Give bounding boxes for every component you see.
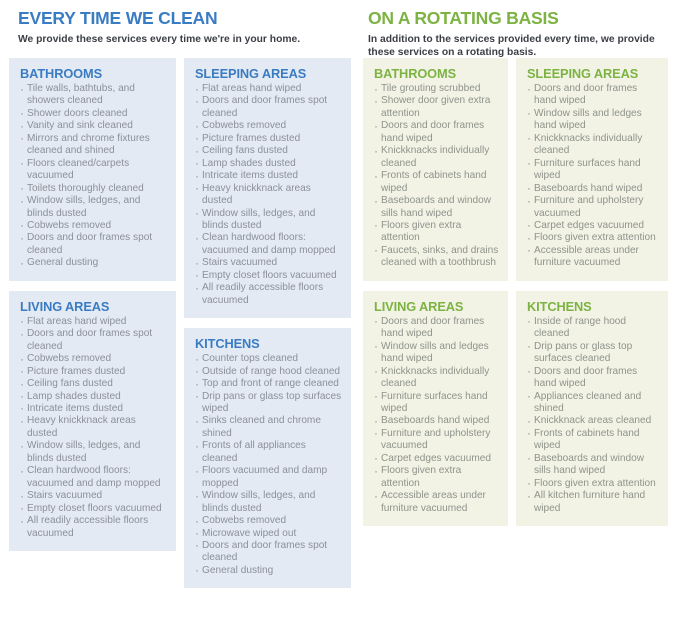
rotating-columns (358, 58, 673, 536)
rotating-title: ON A ROTATING BASIS (368, 8, 559, 28)
every-time-subtitle: We provide these services every time we're in your home. (18, 33, 301, 45)
list-item: · Appliances cleaned and shined (527, 391, 659, 416)
list-item: · Window sills and ledges hand wiped (527, 108, 659, 133)
list-item: · Baseboards hand wiped (527, 183, 659, 195)
list-item: · Toilets thoroughly cleaned (20, 183, 167, 195)
list-item: · Intricate items dusted (20, 403, 167, 415)
list-item: · All readily accessible floors vacuumed (20, 515, 167, 540)
list-item: · Microwave wiped out (195, 528, 342, 540)
list-item: · Cobwebs removed (20, 220, 167, 232)
list-item: · Knickknacks individually cleaned (527, 133, 659, 158)
list-item: · Carpet edges vacuumed (527, 220, 659, 232)
list-item: · Floors cleaned/carpets vacuumed (20, 158, 167, 183)
list-item: · Lamp shades dusted (195, 158, 342, 170)
panel-title: BATHROOMS (374, 66, 457, 81)
list-item: · Clean hardwood floors: vacuumed and damp mopped (20, 465, 167, 490)
list-item: · General dusting (20, 257, 167, 269)
list-item: · Picture frames dusted (195, 133, 342, 145)
list-item: · Doors and door frames hand wiped (527, 366, 659, 391)
list-item: · Counter tops cleaned (195, 353, 342, 365)
section-on-a-rotating-basis (358, 0, 673, 618)
list-item: · Furniture surfaces hand wiped (374, 391, 499, 416)
every-time-column-right (184, 58, 351, 598)
list-item: · Top and front of range cleaned (195, 378, 342, 390)
rotating-subtitle: In addition to the services provided every time, we provide these services on a rotating basis. (368, 33, 655, 59)
panel-title: KITCHENS (195, 336, 260, 352)
list-item: · Empty closet floors vacuumed (195, 270, 342, 282)
panel-every-bathrooms (9, 58, 176, 281)
panel-title: SLEEPING AREAS (195, 66, 307, 81)
list-item: · Doors and door frames spot cleaned (195, 540, 342, 565)
list-item: · General dusting (195, 565, 342, 577)
list-item: · Floors given extra attention (527, 478, 659, 490)
list-item: · Knickknacks individually cleaned (374, 366, 499, 391)
list-item: · Stairs vacuumed (20, 490, 167, 502)
list-item: · Clean hardwood floors: vacuumed and damp mopped (195, 232, 342, 257)
list-item: · Heavy knickknack areas dusted (195, 183, 342, 208)
list-item: · Fronts of all appliances cleaned (195, 440, 342, 465)
list-item: · Doors and door frames hand wiped (374, 120, 499, 145)
panel-every-kitchens (184, 328, 351, 588)
list-item: · Floors vacuumed and damp mopped (195, 465, 342, 490)
list-item: · Window sills, ledges, and blinds dusted (195, 208, 342, 233)
list-item: · Baseboards hand wiped (374, 415, 499, 427)
list-item: · Doors and door frames hand wiped (527, 83, 659, 108)
panel-item-list (374, 316, 499, 515)
list-item: · Flat areas hand wiped (20, 316, 167, 328)
list-item: · Inside of range hood cleaned (527, 316, 659, 341)
list-item: · Stairs vacuumed (195, 257, 342, 269)
panel-item-list (527, 316, 659, 515)
list-item: · Drip pans or glass top surfaces cleaned (527, 341, 659, 366)
panel-rotating-living-areas (363, 291, 508, 526)
list-item: · Ceiling fans dusted (195, 145, 342, 157)
list-item: · Fronts of cabinets hand wiped (527, 428, 659, 453)
list-item: · Shower doors cleaned (20, 108, 167, 120)
list-item: · Floors given extra attention (527, 232, 659, 244)
panel-title: LIVING AREAS (374, 298, 464, 314)
panel-item-list (20, 83, 167, 270)
panel-every-sleeping-areas (184, 58, 351, 318)
list-item: · Window sills, ledges, and blinds dusted (195, 490, 342, 515)
list-item: · Outside of range hood cleaned (195, 366, 342, 378)
list-item: · Cobwebs removed (20, 353, 167, 365)
list-item: · Lamp shades dusted (20, 391, 167, 403)
list-item: · Accessible areas under furniture vacuumed (374, 490, 499, 515)
list-item: · Tile grouting scrubbed (374, 83, 499, 95)
panel-item-list (527, 83, 659, 270)
list-item: · Window sills, ledges, and blinds dusted (20, 440, 167, 465)
list-item: · Ceiling fans dusted (20, 378, 167, 390)
list-item: · Carpet edges vacuumed (374, 453, 499, 465)
list-item: · Knickknack areas cleaned (527, 415, 659, 427)
list-item: · Cobwebs removed (195, 120, 342, 132)
every-time-title: EVERY TIME WE CLEAN (18, 8, 218, 28)
list-item: · Heavy knickknack areas dusted (20, 415, 167, 440)
rotating-column-right (516, 58, 668, 536)
list-item: · Window sills and ledges hand wiped (374, 341, 499, 366)
every-time-header (0, 0, 358, 46)
every-time-column-left (9, 58, 176, 598)
list-item: · Picture frames dusted (20, 366, 167, 378)
panel-rotating-sleeping-areas (516, 58, 668, 281)
list-item: · Faucets, sinks, and drains cleaned with a toothbrush (374, 245, 499, 270)
list-item: · Vanity and sink cleaned (20, 120, 167, 132)
list-item: · Doors and door frames spot cleaned (20, 328, 167, 353)
panel-every-living-areas (9, 291, 176, 551)
list-item: · All kitchen furniture hand wiped (527, 490, 659, 515)
panel-title: SLEEPING AREAS (527, 66, 639, 81)
panel-title: LIVING AREAS (20, 298, 110, 314)
list-item: · Baseboards and window sills hand wiped (527, 453, 659, 478)
panel-item-list (195, 83, 342, 307)
list-item: · Baseboards and window sills hand wiped (374, 195, 499, 220)
list-item: · Mirrors and chrome fixtures cleaned and shined (20, 133, 167, 158)
panel-item-list (195, 353, 342, 577)
list-item: · Accessible areas under furniture vacuumed (527, 245, 659, 270)
every-time-columns (0, 58, 358, 598)
list-item: · Fronts of cabinets hand wiped (374, 170, 499, 195)
list-item: · Furniture surfaces hand wiped (527, 158, 659, 183)
list-item: · Intricate items dusted (195, 170, 342, 182)
panel-title: BATHROOMS (20, 66, 103, 81)
list-item: · Sinks cleaned and chrome shined (195, 415, 342, 440)
panel-rotating-bathrooms (363, 58, 508, 281)
list-item: · Cobwebs removed (195, 515, 342, 527)
list-item: · Empty closet floors vacuumed (20, 503, 167, 515)
panel-title: KITCHENS (527, 298, 592, 314)
list-item: · All readily accessible floors vacuumed (195, 282, 342, 307)
list-item: · Doors and door frames hand wiped (374, 316, 499, 341)
list-item: · Floors given extra attention (374, 465, 499, 490)
panel-item-list (374, 83, 499, 270)
list-item: · Doors and door frames spot cleaned (20, 232, 167, 257)
list-item: · Floors given extra attention (374, 220, 499, 245)
list-item: · Tile walls, bathtubs, and showers cleaned (20, 83, 167, 108)
panel-item-list (20, 316, 167, 540)
rotating-column-left (363, 58, 508, 536)
list-item: · Furniture and upholstery vacuumed (527, 195, 659, 220)
list-item: · Flat areas hand wiped (195, 83, 342, 95)
list-item: · Shower door given extra attention (374, 95, 499, 120)
list-item: · Doors and door frames spot cleaned (195, 95, 342, 120)
list-item: · Drip pans or glass top surfaces wiped (195, 391, 342, 416)
list-item: · Furniture and upholstery vacuumed (374, 428, 499, 453)
rotating-header (358, 0, 673, 60)
list-item: · Window sills, ledges, and blinds dusted (20, 195, 167, 220)
list-item: · Knickknacks individually cleaned (374, 145, 499, 170)
panel-rotating-kitchens (516, 291, 668, 526)
